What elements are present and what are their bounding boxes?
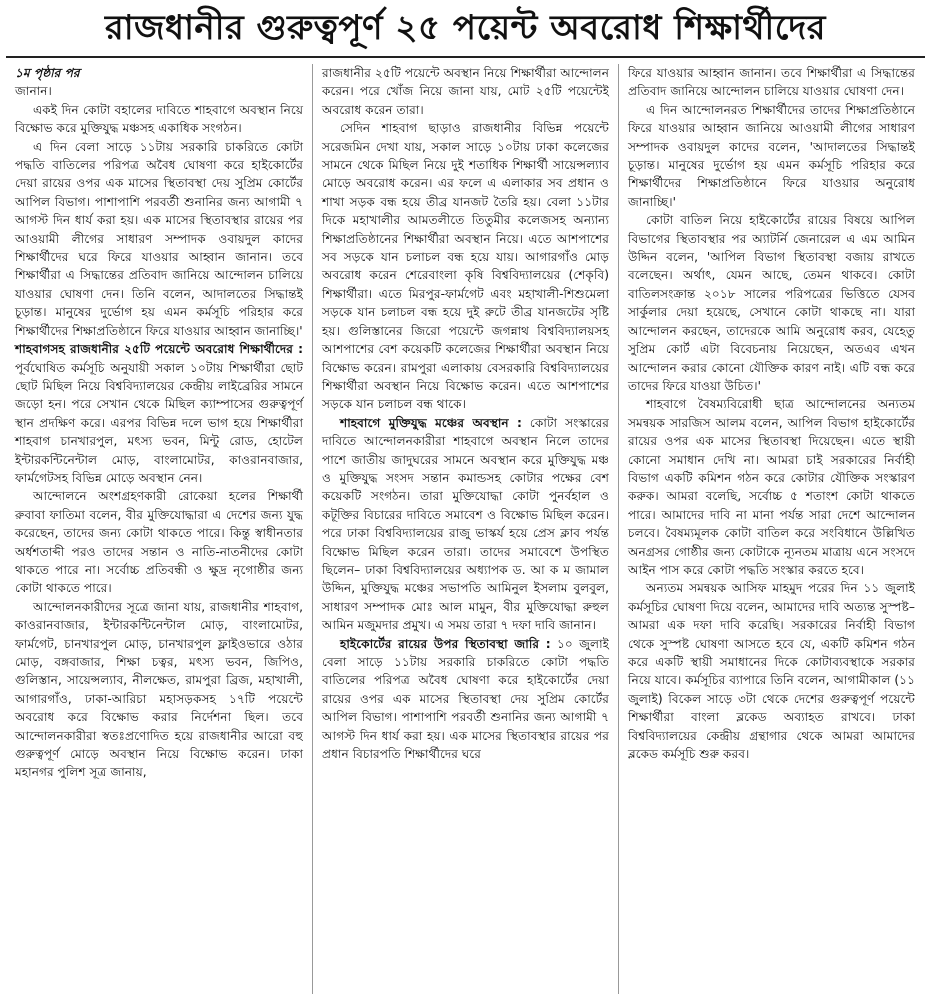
paragraph: সেদিন শাহবাগ ছাড়াও রাজধানীর বিভিন্ন পয়েন্টে সরেজমিন দেখা যায়, সকাল সাড়ে ১০টায় ঢাকা কলেজের সামনে থেকে মিছিল নিয়ে দুই শতাধিক শিক্ষার্থী সায়েন্সল্যাব মোড়ে অবরোধ করেন। এর ফলে এ এলাকার সব প্রধান ও শাখা সড়ক বন্ধ হয়ে তীব্র যানজট তৈরি হয়। বেলা ১১টার দিকে মহাখালীর আমতলীতে তিতুমীর কলেজসহ অন্যান্য শিক্ষাপ্রতিষ্ঠানের শিক্ষার্থীরা অবস্থান নিয়ে। এতে আশপাশের সব সড়কে যান চলাচল বন্ধ হয়ে যায়। আগারগাঁও মোড় অবরোধ করেন শেরেবাংলা কৃষি বিশ্ববিদ্যালয়ের (শেকৃবি) শিক্ষার্থীরা। এতে মিরপুর-ফার্মগেট এবং মহাখালী-শিশুমেলা সড়কে যান চলাচল বন্ধ হয়ে দুই রুটে তীব্র যানজটের সৃষ্টি হয়। গুলিস্তানের জিরো পয়েন্টে জগন্নাথ বিশ্ববিদ্যালয়সহ আশপাশের বেশ কয়েকটি কলেজের শিক্ষার্থীরা অবস্থান নিয়ে বিক্ষোভ করেন। রামপুরা এলাকায় বেসরকারি বিশ্ববিদ্যালয়ের শিক্ষার্থীরা অবস্থান নিয়ে বিক্ষোভ করেন। এতে আশপাশের সড়কে যান চলাচল বন্ধ থাকে।	[322, 121, 609, 412]
paragraph: এ দিন আন্দোলনরত শিক্ষার্থীদের তাদের শিক্ষাপ্রতিষ্ঠানে ফিরে যাওয়ার আহ্বান জানিয়ে আওয়ামী লীগের সাধারণ সম্পাদক ওবায়দুল কাদের বলেন, 'আদালতের সিদ্ধান্তই চূড়ান্ত। মানুষের দুর্ভোগ হয় এমন কর্মসূচি পরিহার করে শিক্ষার্থীদের শিক্ষাপ্রতিষ্ঠানে ফিরে যাওয়ার অনুরোধ জানাচ্ছি।'	[628, 102, 915, 209]
paragraph-with-subhead	[322, 414, 609, 635]
subhead: শাহবাগে মুক্তিযুদ্ধ মঞ্চের অবস্থান :	[340, 415, 522, 430]
paragraph-with-subhead	[322, 635, 609, 764]
paragraph-text: ১০ জুলাই বেলা সাড়ে ১১টায় সরকারি চাকরিতে কোটা পদ্ধতি বাতিলের পরিপত্র অবৈধ ঘোষণা করে হাইকোর্টের দেয়া রায়ের ওপর এক মাসের স্থিতাবস্থা দেয় সুপ্রিম কোর্টের আপিল বিভাগ। পাশাপাশি পরবর্তী শুনানির জন্য আগামী ৭ আগস্ট দিন ধার্য করা হয়। এক মাসের স্থিতাবস্থার রায়ের পর প্রধান বিচারপতি শিক্ষার্থীদের ঘরে	[322, 636, 609, 762]
paragraph: ফিরে যাওয়ার আহ্বান জানান। তবে শিক্ষার্থীরা এ সিদ্ধান্তের প্রতিবাদ জানিয়ে আন্দোলন চালিয়ে যাওয়ার ঘোষণা দেন।	[628, 66, 915, 99]
paragraph-text: কোটা সংস্কারের দাবিতে আন্দোলনকারীরা শাহবাগে অবস্থান নিলে তাদের পাশে জাতীয় জাদুঘরের সামনে অবস্থান করে মুক্তিযুদ্ধ মঞ্চ ও মুক্তিযুদ্ধ সংসদ সন্তান কমান্ডসহ কোটার পক্ষের বেশ কয়েকটি সংগঠন। তারা মুক্তিযোদ্ধা কোটা পুনর্বহাল ও কটূক্তির বিচারের দাবিতে সমাবেশ ও বিক্ষোভ মিছিল করেন। পরে ঢাকা বিশ্ববিদ্যালয়ের রাজু ভাস্কর্য হয়ে প্রেস ক্লাব পর্যন্ত বিক্ষোভ মিছিল করেন তারা। তাদের সমাবেশে উপস্থিত ছিলেন– ঢাকা বিশ্ববিদ্যালয়ের অধ্যাপক ড. আ ক ম জামাল উদ্দিন, মুক্তিযুদ্ধ মঞ্চের সভাপতি আমিনুল ইসলাম বুলবুল, সাধারণ সম্পাদক মোঃ আল মামুন, বীর মুক্তিযোদ্ধা রুহুল আমিন মজুমদার প্রমুখ। এ সময় তারা ৭ দফা দাবি জানান।	[322, 415, 609, 633]
article-columns	[6, 64, 925, 994]
paragraph: আন্দোলনকারীদের সূত্রে জানা যায়, রাজধানীর শাহবাগ, কাওরানবাজার, ইন্টারকন্টিনেন্টাল মোড়, বাংলামোটর, ফার্মগেট, চানখারপুল মোড়, চানখারপুল ফ্লাইওভারে ওঠার মোড়, বঙ্গবাজার, শিক্ষা চত্বর, মৎস্য ভবন, জিপিও, গুলিস্তান, সায়েন্সল্যাব, নীলক্ষেত, রামপুরা ব্রিজ, মহাখালী, আগারগাঁও, ঢাকা-আরিচা মহাসড়কসহ ১৭টি পয়েন্টে অবরোধ করে বিক্ষোভ করার নির্দেশনা ছিল। তবে আন্দোলনকারীরা স্বতঃপ্রণোদিত হয়ে রাজধানীর আরো বহু গুরুত্বপূর্ণ মোড়ে অবস্থান নিয়ে বিক্ষোভ করেন। ঢাকা মহানগর পুলিশ সূত্র জানায়,	[15, 599, 303, 780]
paragraph-with-subhead	[15, 340, 303, 487]
continued-label: ১ম পৃষ্ঠার পর	[15, 66, 80, 80]
paragraph: এ দিন বেলা সাড়ে ১১টায় সরকারি চাকরিতে কোটা পদ্ধতি বাতিলের পরিপত্র অবৈধ ঘোষণা করে হাইকোর্টের দেয়া রায়ের ওপর এক মাসের স্থিতাবস্থা দেয় সুপ্রিম কোর্টের আপিল বিভাগ। পাশাপাশি পরবর্তী শুনানির জন্য আগামী ৭ আগস্ট দিন ধার্য করা হয়। এক মাসের স্থিতাবস্থার রায়ের পর আওয়ামী লীগের সাধারণ সম্পাদক ওবায়দুল কাদের শিক্ষার্থীদের ঘরে ফিরে যাওয়ার আহ্বান জানান। তবে শিক্ষার্থীরা এ সিদ্ধান্তের প্রতিবাদ জানিয়ে আন্দোলন চালিয়ে যাওয়ার ঘোষণা দেন। তিনি বলেন, আদালতের সিদ্ধান্তই চূড়ান্ত। মানুষের দুর্ভোগ হয় এমন কর্মসূচি পরিহার করে শিক্ষার্থীদের শিক্ষাপ্রতিষ্ঠানে ফিরে যাওয়ার আহ্বান জানাচ্ছি।'	[15, 139, 303, 338]
paragraph: জানান।	[15, 84, 52, 99]
column-3	[618, 64, 924, 994]
column-2	[312, 64, 618, 994]
paragraph: শাহবাগে বৈষম্যবিরোধী ছাত্র আন্দোলনের অন্যতম সমন্বয়ক সারজিস আলম বলেন, আপিল বিভাগ হাইকোর্টের রায়ের ওপর এক মাসের স্থিতাবস্থা দিয়েছেন। এতে স্থায়ী কোনো সমাধান দেখি না। আমরা চাই সরকারের নির্বাহী বিভাগ একটি কমিশন গঠন করে কোটার যৌক্তিক সংস্কারণ করুক। আমরা বলেছি, সর্বোচ্চ ৫ শতাংশ কোটা থাকতে পারে। আমাদের দাবি না মানা পর্যন্ত সারা দেশে আন্দোলন চলবে। বৈষম্যমূলক কোটা বাতিল করে সংবিধানে উল্লিখিত অনগ্রসর গোষ্ঠীর জন্য কোটাকে ন্যূনতম মাত্রায় এনে সংসদে আইন পাস করে কোটা পদ্ধতি সংস্কার করতে হবে।	[628, 397, 915, 577]
paragraph: আন্দোলনে অংশগ্রহণকারী রোকেয়া হলের শিক্ষার্থী রুবাবা ফাতিমা বলেন, বীর মুক্তিযোদ্ধারা এ দেশের জন্য যুদ্ধ করেছেন, তাদের জন্য কোটা থাকতে পারে। কিন্তু স্বাধীনতার অর্ধশতাব্দী পরও তাদের সন্তান ও নাতি-নাতনীদের কোটা থাকতে পারে না। সর্বোচ্চ প্রতিবন্ধী ও ক্ষুদ্র নৃগোষ্ঠীর জন্য কোটা থাকতে পারে।	[15, 489, 303, 596]
paragraph-text: পূর্বঘোষিত কর্মসূচি অনুযায়ী সকাল ১০টায় শিক্ষার্থীরা ছোট ছোট মিছিল নিয়ে বিশ্ববিদ্যালয়ের কেন্দ্রীয় লাইব্রেরির সামনে জড়ো হন। পরে সেখান থেকে মিছিল ক্যাম্পাসের গুরুত্বপূর্ণ স্থান প্রদক্ষিণ করে। এরপর বিভিন্ন দলে ভাগ হয়ে শিক্ষার্থীরা শাহবাগ চানখারপুল, মৎস্য ভবন, মিন্টু রোড, হোটেল ইন্টারকন্টিনেন্টাল মোড়, বাংলামোটর, কাওরানবাজার, ফার্মগেটসহ বিভিন্ন মোড়ে অবস্থান নেন।	[15, 360, 303, 485]
paragraph: রাজধানীর ২৫টি পয়েন্টে অবস্থান নিয়ে শিক্ষার্থীরা আন্দোলন করেন। পরে খোঁজ নিয়ে জানা যায়, মোট ২৫টি পয়েন্টেই অবরোধ করেন তারা।	[322, 66, 609, 117]
subhead: হাইকোর্টের রায়ের উপর স্থিতাবস্থা জারি :	[340, 636, 551, 651]
column-1	[6, 64, 312, 994]
paragraph: অন্যতম সমন্বয়ক আসিফ মাহমুদ পরের দিন ১১ জুলাই কর্মসূচির ঘোষণা দিয়ে বলেন, আমাদের দাবি অত্যন্ত সুস্পষ্ট– আমরা এক দফা দাবি করেছি। সরকারের নির্বাহী বিভাগ থেকে সুস্পষ্ট ঘোষণা আসতে হবে যে, একটি কমিশন গঠন করে একটি স্থায়ী সমাধানের দিকে কোটাব্যবস্থাকে সরকার নিয়ে যাবে। কর্মসূচির ব্যাপারে তিনি বলেন, আগামীকাল (১১ জুলাই) বিকেল সাড়ে ৩টা থেকে দেশের গুরুত্বপূর্ণ পয়েন্টে শিক্ষার্থীরা বাংলা ব্লকেড অব্যাহত রাখবে। ঢাকা বিশ্ববিদ্যালয়ের কেন্দ্রীয় গ্রন্থাগার থেকে আমরা আমাদের ব্লকেড কর্মসূচি শুরু করব।	[628, 581, 915, 762]
paragraph: একই দিন কোটা বহালের দাবিতে শাহবাগে অবস্থান নিয়ে বিক্ষোভ করে মুক্তিযুদ্ধ মঞ্চসহ একাধিক সংগঠন।	[15, 102, 303, 136]
subhead: শাহবাগসহ রাজধানীর ২৫টি পয়েন্টে অবরোধ শিক্ষার্থীদের :	[15, 342, 303, 357]
headline: রাজধানীর গুরুত্বপূর্ণ ২৫ পয়েন্ট অবরোধ শিক্ষার্থীদের	[6, 0, 925, 58]
paragraph: কোটা বাতিল নিয়ে হাইকোর্টের রায়ের বিষয়ে আপিল বিভাগের স্থিতাবস্থার পর অ্যাটর্নি জেনারেল এ এম আমিন উদ্দিন বলেন, 'আপিল বিভাগ স্থিতাবস্থা বজায় রাখতে বলেছেন। অর্থাৎ, যেমন আছে, তেমন থাকবে। কোটা বাতিলসংক্রান্ত ২০১৮ সালের পরিপত্রের ভিত্তিতে যেসব সার্কুলার দেয়া হয়েছে, সেখানে কোটা থাকছে না। যারা আন্দোলন করছেন, তাদেরকে আমি অনুরোধ করব, যেহেতু সুপ্রিম কোর্ট এটা বিবেচনায় নিয়েছেন, অতএব এখন আন্দোলন করার কোনো যৌক্তিক কারণ নাই। এটি বন্ধ করে তাদের ফিরে যাওয়া উচিত।'	[628, 213, 915, 393]
